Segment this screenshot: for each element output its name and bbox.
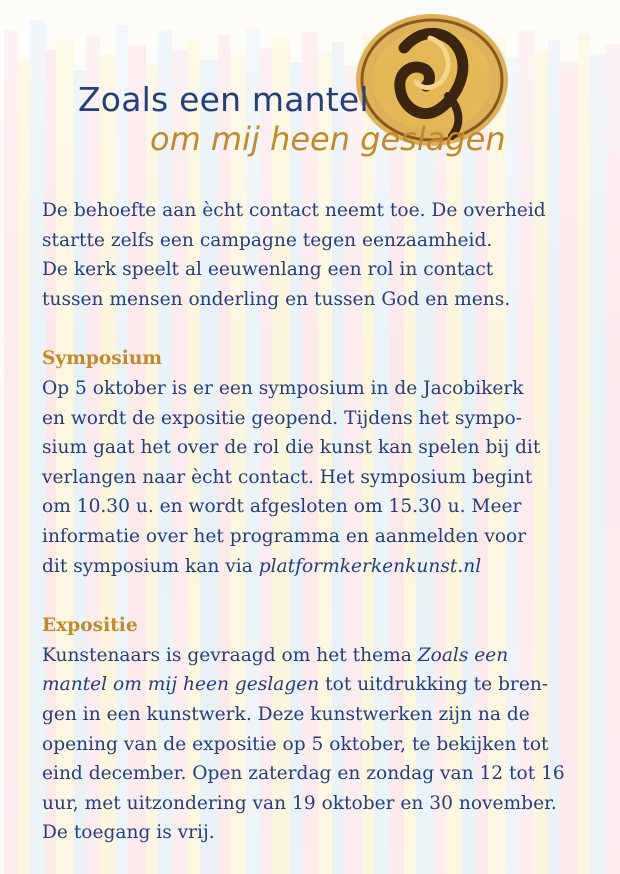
page-subtitle: om mij heen geslagen	[150, 120, 506, 158]
expositie-line	[42, 641, 602, 671]
expositie-section	[42, 611, 602, 848]
symposium-line	[42, 552, 602, 582]
content-body	[42, 196, 602, 848]
expositie-line: gen in een kunstwerk. Deze kunstwerken zijn na de	[42, 703, 530, 725]
theme-title-part: Zoals een	[417, 644, 509, 666]
expositie-heading: Expositie	[42, 615, 138, 637]
expositie-line: opening van de expositie op 5 oktober, te bekijken tot	[42, 733, 549, 755]
symposium-line: om 10.30 u. en wordt afgesloten om 15.30 u. Meer	[42, 496, 522, 518]
intro-paragraph	[42, 196, 602, 314]
theme-title-part: mantel om mij heen geslagen	[42, 674, 320, 696]
page-title: Zoals een mantel	[78, 80, 369, 119]
intro-line: startte zelfs een campagne tegen eenzaamheid.	[42, 229, 493, 251]
expositie-line: eind december. Open zaterdag en zondag van 12 tot 16	[42, 763, 565, 785]
intro-line: De behoefte aan ècht contact neemt toe. De overheid	[42, 200, 546, 221]
intro-line: De kerk speelt al eeuwenlang een rol in contact	[42, 259, 494, 281]
symposium-line: Op 5 oktober is er een symposium in de Jacobikerk	[42, 377, 524, 399]
symposium-line: verlangen naar ècht contact. Het symposium begint	[42, 466, 533, 488]
symposium-line: en wordt de expositie geopend. Tijdens het sympo-	[42, 407, 522, 429]
intro-line: tussen mensen onderling en tussen God en mens.	[42, 288, 511, 310]
expositie-line: uur, met uitzondering van 19 oktober en 30 november.	[42, 792, 557, 814]
expositie-line	[42, 670, 602, 700]
symposium-line-prefix: dit symposium kan via	[42, 555, 259, 577]
website-link[interactable]: platformkerkenkunst.nl	[258, 555, 482, 577]
symposium-line: informatie over het programma en aanmelden voor	[42, 525, 527, 547]
symposium-line: sium gaat het over de rol die kunst kan spelen bij dit	[42, 437, 541, 459]
symposium-section	[42, 344, 602, 581]
expositie-line-prefix: Kunstenaars is gevraagd om het thema	[42, 644, 418, 666]
symposium-heading: Symposium	[42, 348, 163, 370]
expositie-line: De toegang is vrij.	[42, 822, 215, 844]
expositie-line-suffix: tot uitdrukking te bren-	[319, 674, 549, 696]
